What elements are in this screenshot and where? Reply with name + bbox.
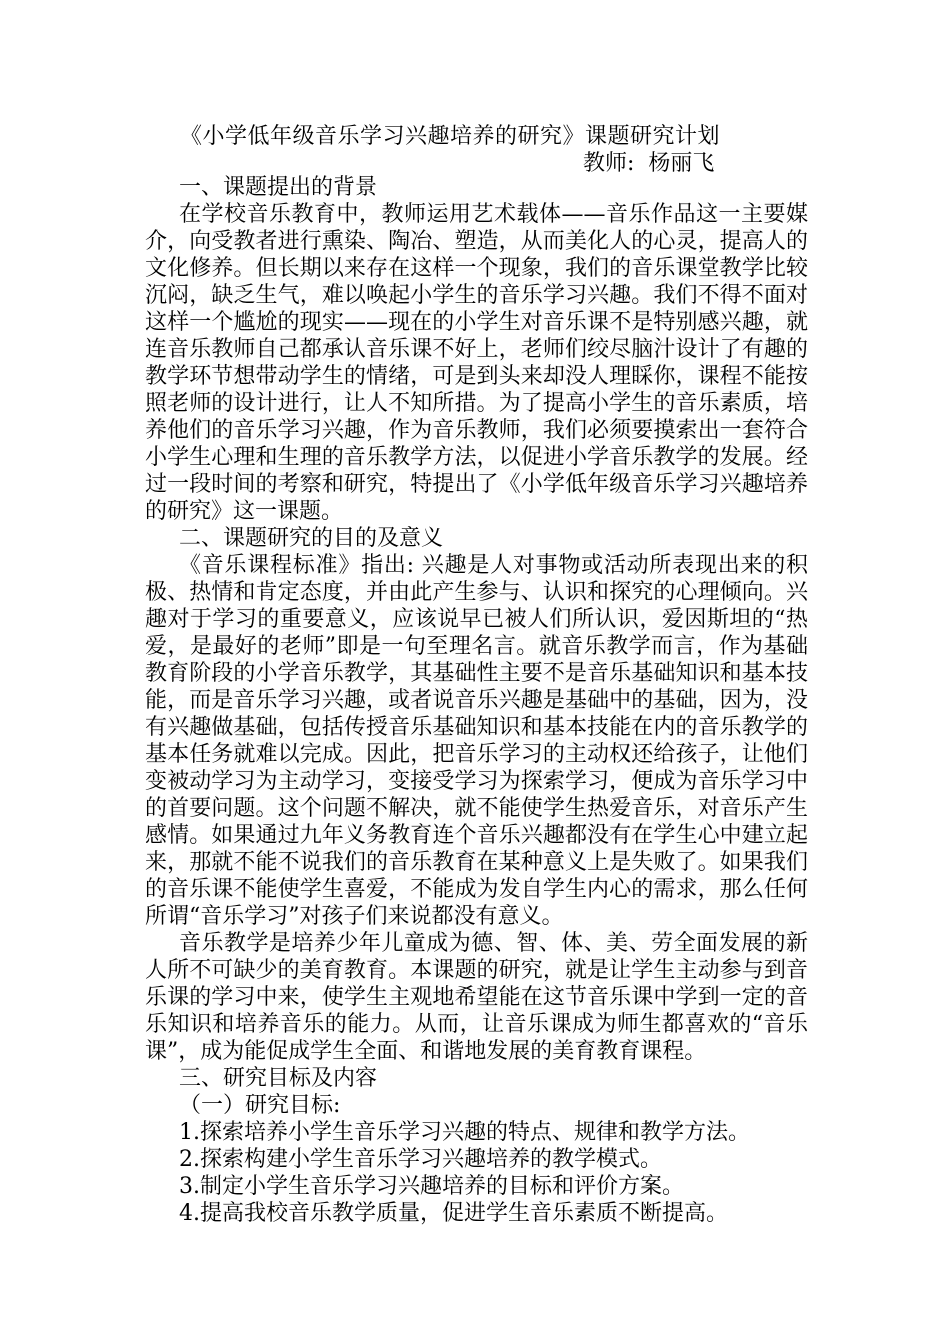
- paragraph-background: 在学校音乐教育中，教师运用艺术载体——音乐作品这一主要媒介，向受教者进行熏染、陶冶、塑造，从而美化人的心灵，提高人的文化修养。但长期以来存在这样一个现象，我们的音乐课堂教学比较沉闷，缺乏生气，难以唤起小学生的音乐学习兴趣。我们不得不面对这样一个尴尬的现实——现在的小学生对音乐课不是特别感兴趣，就连音乐教师自己都承认音乐课不好上，老师们绞尽脑汁设计了有趣的教学环节想带动学生的情绪，可是到头来却没人理睬你，课程不能按照老师的设计进行，让人不知所措。为了提高小学生的音乐素质，培养他们的音乐学习兴趣，作为音乐教师，我们必须要摸索出一套符合小学生心理和生理的音乐教学方法，以促进小学音乐教学的发展。经过一段时间的考察和研究，特提出了《小学低年级音乐学习兴趣培养的研究》这一课题。: [145, 202, 808, 524]
- section-heading-background: 一、课题提出的背景: [179, 175, 378, 200]
- section-heading-purpose: 二、课题研究的目的及意义: [179, 526, 444, 551]
- author-name: 杨丽飞: [648, 151, 715, 176]
- subsection-heading-goals: （一）研究目标:: [179, 1093, 341, 1118]
- goal-item-3: 3.制定小学生音乐学习兴趣培养的目标和评价方案。: [179, 1174, 684, 1199]
- document-title: 《小学低年级音乐学习兴趣培养的研究》课题研究计划: [180, 124, 721, 149]
- paragraph-purpose-1: 《音乐课程标准》指出: 兴趣是人对事物或活动所表现出来的积极、热情和肯定态度，并由此产生参与、认识和探究的心理倾向。兴趣对于学习的重要意义，应该说早已被人们所认识，爱因斯坦的“热爱，是最好的老师”即是一句至理名言。就音乐教学而言，作为基础教育阶段的小学音乐教学，其基础性主要不是音乐基础知识和基本技能，而是音乐学习兴趣，或者说音乐兴趣是基础中的基础，因为，没有兴趣做基础，包括传授音乐基础知识和基本技能在内的音乐教学的基本任务就难以完成。因此，把音乐学习的主动权还给孩子，让他们变被动学习为主动学习，变接受学习为探索学习，便成为音乐学习中的首要问题。这个问题不解决，就不能使学生热爱音乐，对音乐产生感情。如果通过九年义务教育连个音乐兴趣都没有在学生心中建立起来，那就不能不说我们的音乐教育在某种意义上是失败了。如果我们的音乐课不能使学生喜爱，不能成为发自学生内心的需求，那么任何所谓“音乐学习”对孩子们来说都没有意义。: [145, 553, 808, 929]
- document-body: [145, 174, 808, 1227]
- goal-item-1: 1.探索培养小学生音乐学习兴趣的特点、规律和教学方法。: [179, 1120, 750, 1145]
- goal-item-4: 4.提高我校音乐教学质量，促进学生音乐素质不断提高。: [179, 1201, 728, 1226]
- section-heading-goals: 三、研究目标及内容: [179, 1066, 378, 1091]
- goal-item-2: 2.探索构建小学生音乐学习兴趣培养的教学模式。: [179, 1147, 662, 1172]
- paragraph-purpose-2: 音乐教学是培养少年儿童成为德、智、体、美、劳全面发展的新人所不可缺少的美育教育。本课题的研究，就是让学生主动参与到音乐课的学习中来，使学生主观地希望能在这节音乐课中学到一定的音乐知识和培养音乐的能力。从而，让音乐课成为师生都喜欢的“音乐课”，成为能促成学生全面、和谐地发展的美育教育课程。: [145, 931, 808, 1064]
- author-label: 教师:: [583, 151, 635, 176]
